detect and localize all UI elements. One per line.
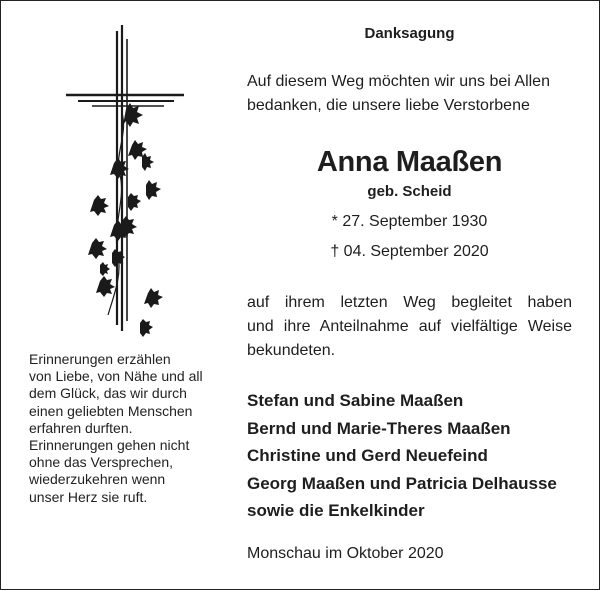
thanks-text — [247, 291, 572, 363]
mourners-list — [247, 387, 572, 525]
mourner-entry: Bernd und Marie-Theres Maaßen — [247, 418, 511, 438]
poem-line: Erinnerungen gehen nicht — [29, 437, 190, 454]
poem-line: von Liebe, von Nähe und all — [29, 368, 203, 385]
notice-heading: Danksagung — [364, 25, 455, 42]
intro-line: Auf diesem Weg möchten wir uns bei Allen — [247, 73, 550, 90]
poem-line: erfahren durften. — [29, 419, 133, 436]
cross-with-ivy-icon — [56, 25, 191, 345]
poem-line: Erinnerungen erzählen — [29, 351, 171, 367]
place-and-date: Monschau im Oktober 2020 — [247, 545, 444, 562]
maiden-name: geb. Scheid — [367, 183, 452, 200]
memorial-poem — [29, 351, 229, 506]
mourner-entry: Stefan und Sabine Maaßen — [247, 391, 464, 410]
deceased-name: Anna Maaßen — [316, 146, 503, 178]
poem-line: unser Herz sie ruft. — [29, 488, 148, 505]
death-date: † 04. September 2020 — [330, 243, 489, 260]
mourner-entry: Christine und Gerd Neuefeind — [247, 446, 488, 465]
intro-text — [247, 70, 572, 118]
mourner-entry: Georg Maaßen und Patricia Delhausse — [247, 473, 557, 493]
poem-line: wiederzukehren wenn — [29, 471, 166, 488]
birth-date: * 27. September 1930 — [331, 213, 488, 230]
intro-line: bedanken, die unsere liebe Verstorbene — [247, 97, 530, 114]
mourner-entry: sowie die Enkelkinder — [247, 501, 425, 520]
thanks-line: und ihre Anteilnahme auf vielfältige Weise — [247, 318, 572, 335]
poem-line: einen geliebten Menschen — [29, 402, 193, 419]
thanks-line: bekundeten. — [247, 342, 336, 359]
poem-line: ohne das Versprechen, — [29, 454, 173, 471]
thanks-line: auf ihrem letzten Weg begleitet haben — [247, 294, 572, 311]
poem-line: dem Glück, das wir durch — [29, 385, 187, 402]
